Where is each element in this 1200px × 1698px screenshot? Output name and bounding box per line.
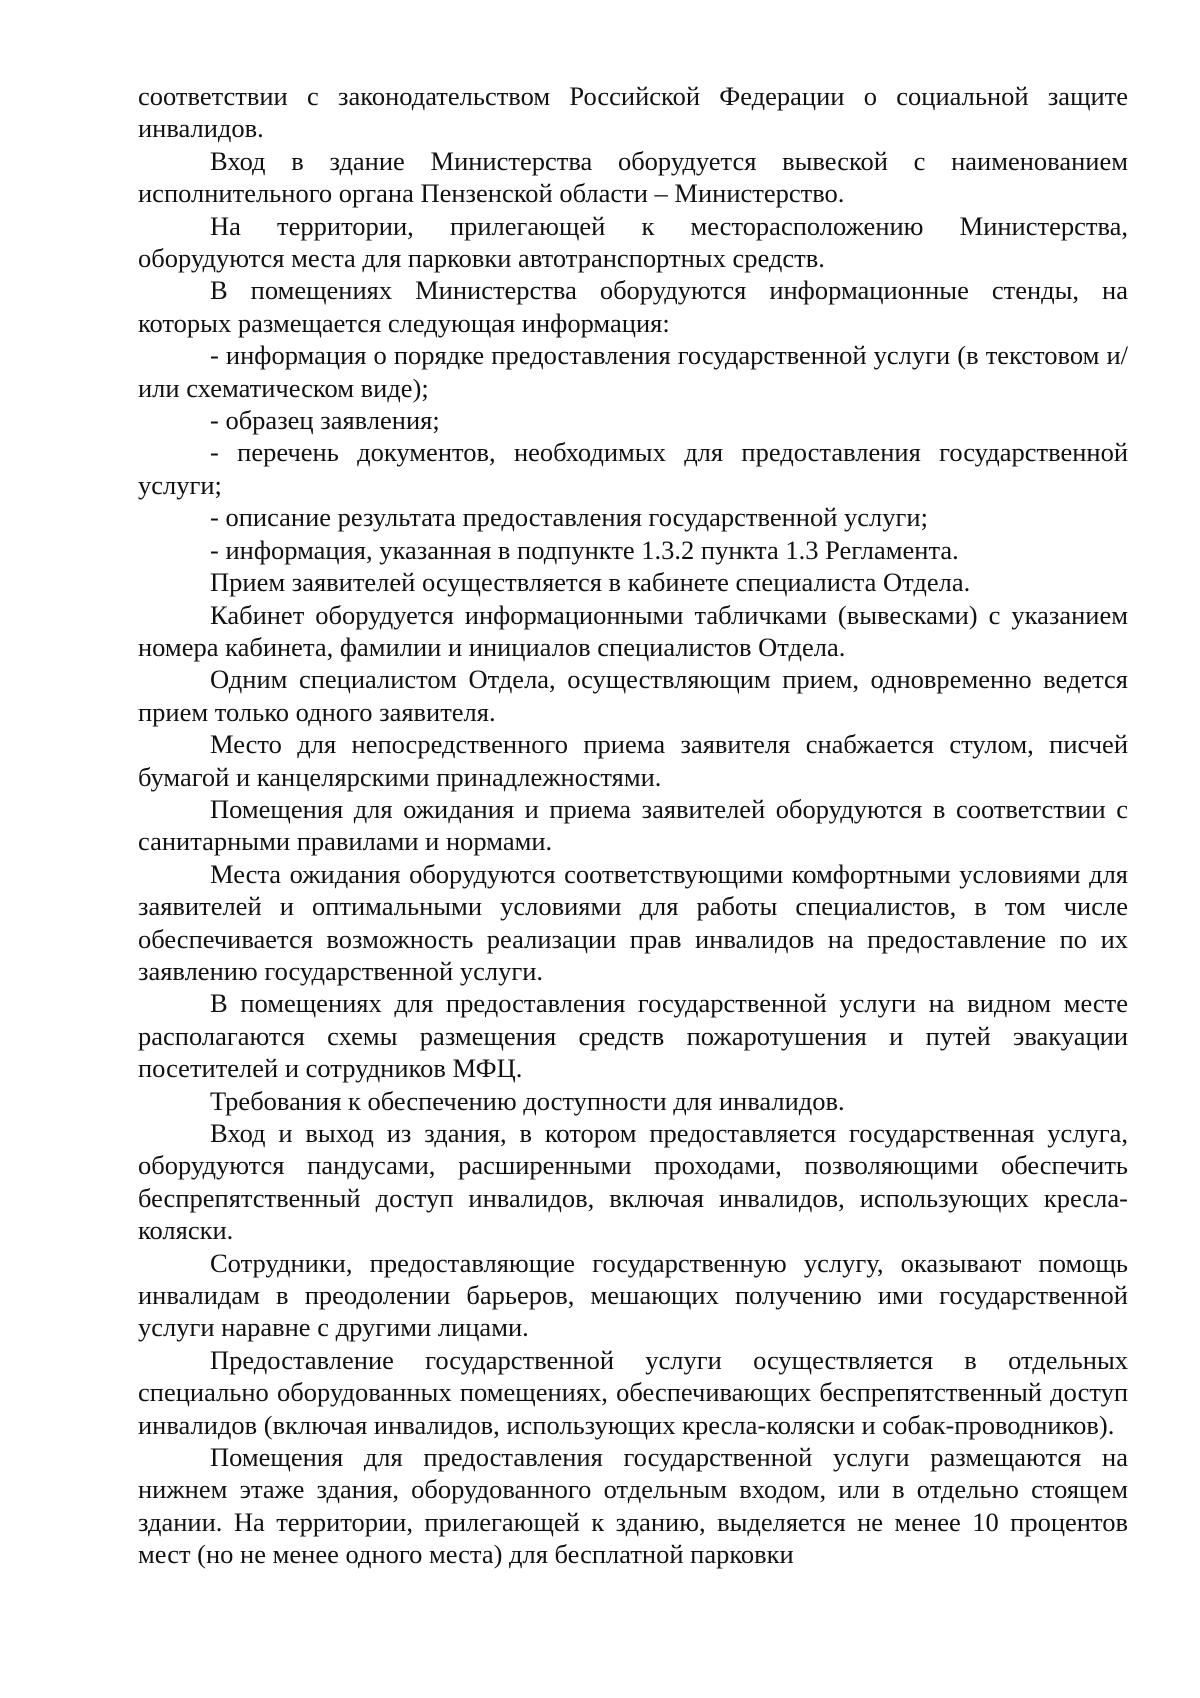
list-item-procedure-info: - информация о порядке предоставления государственной услуги (в текстовом и/или схематическом виде); bbox=[138, 340, 1128, 403]
document-page bbox=[138, 80, 1128, 1571]
paragraph-sanitary-rules: Помещения для ожидания и приема заявителей оборудуются в соответствии с санитарными правилами и нормами. bbox=[138, 793, 1128, 857]
paragraph-parking-area: На территории, прилегающей к месторасположению Министерства, оборудуются места для парковки автотранспортных средств. bbox=[138, 210, 1128, 274]
paragraph-special-rooms: Предоставление государственной услуги осуществляется в отдельных специально оборудованных помещениях, обеспечивающих беспрепятственный доступ инвалидов (включая инвалидов, использующих кресла-коляски и собак-проводников). bbox=[138, 1344, 1128, 1440]
list-item-result-description: - описание результата предоставления государственной услуги; bbox=[210, 502, 928, 533]
list-item-application-sample: - образец заявления; bbox=[210, 405, 440, 436]
list-item-subclause-info: - информация, указанная в подпункте 1.3.2 пункта 1.3 Регламента. bbox=[210, 534, 959, 565]
paragraph-continuation: соответствии с законодательством Российской Федерации о социальной защите инвалидов. bbox=[138, 81, 1128, 144]
paragraph-ramps: Вход и выход из здания, в котором предоставляется государственная услуга, оборудуются пандусами, расширенными проходами, позволяющими обеспечить беспрепятственный доступ инвалидов, включая инвалидов, использующих кресла-коляски. bbox=[138, 1118, 1128, 1246]
list-item-documents-list: - перечень документов, необходимых для предоставления государственной услуги; bbox=[138, 437, 1128, 500]
paragraph-ground-floor: Помещения для предоставления государственной услуги размещаются на нижнем этаже здания, оборудованного отдельным входом, или в отдельно стоящем здании. На территории, прилегающей к зданию, выделяется не менее 10 процентов мест (но не менее одного места) для бесплатной парковки bbox=[138, 1442, 1128, 1570]
paragraph-reception-place: Место для непосредственного приема заявителя снабжается стулом, писчей бумагой и канцелярскими принадлежностями. bbox=[138, 729, 1128, 792]
paragraph-evacuation-schemes: В помещениях для предоставления государственной услуги на видном месте располагаются схемы размещения средств пожаротушения и путей эвакуации посетителей и сотрудников МФЦ. bbox=[138, 988, 1128, 1084]
paragraph-entrance-sign: Вход в здание Министерства оборудуется вывеской с наименованием исполнительного органа Пензенской области – Министерство. bbox=[138, 145, 1128, 209]
paragraph-office-signs: Кабинет оборудуется информационными табличками (вывесками) с указанием номера кабинета, фамилии и инициалов специалистов Отдела. bbox=[138, 599, 1128, 662]
paragraph-staff-assistance: Сотрудники, предоставляющие государственную услугу, оказывают помощь инвалидам в преодолении барьеров, мешающих получению ими государственной услуги наравне с другими лицами. bbox=[138, 1247, 1128, 1343]
paragraph-info-stands: В помещениях Министерства оборудуются информационные стенды, на которых размещается следующая информация: bbox=[138, 275, 1128, 338]
paragraph-accessibility-heading: Требования к обеспечению доступности для инвалидов. bbox=[210, 1085, 845, 1116]
paragraph-waiting-places: Места ожидания оборудуются соответствующими комфортными условиями для заявителей и оптимальными условиями для работы специалистов, в том числе обеспечивается возможность реализации прав инвалидов на предоставление по их заявлению государственной услуги. bbox=[138, 858, 1128, 986]
paragraph-one-applicant: Одним специалистом Отдела, осуществляющим прием, одновременно ведется прием только одного заявителя. bbox=[138, 664, 1128, 727]
paragraph-reception-office: Прием заявителей осуществляется в кабинете специалиста Отдела. bbox=[210, 567, 971, 598]
